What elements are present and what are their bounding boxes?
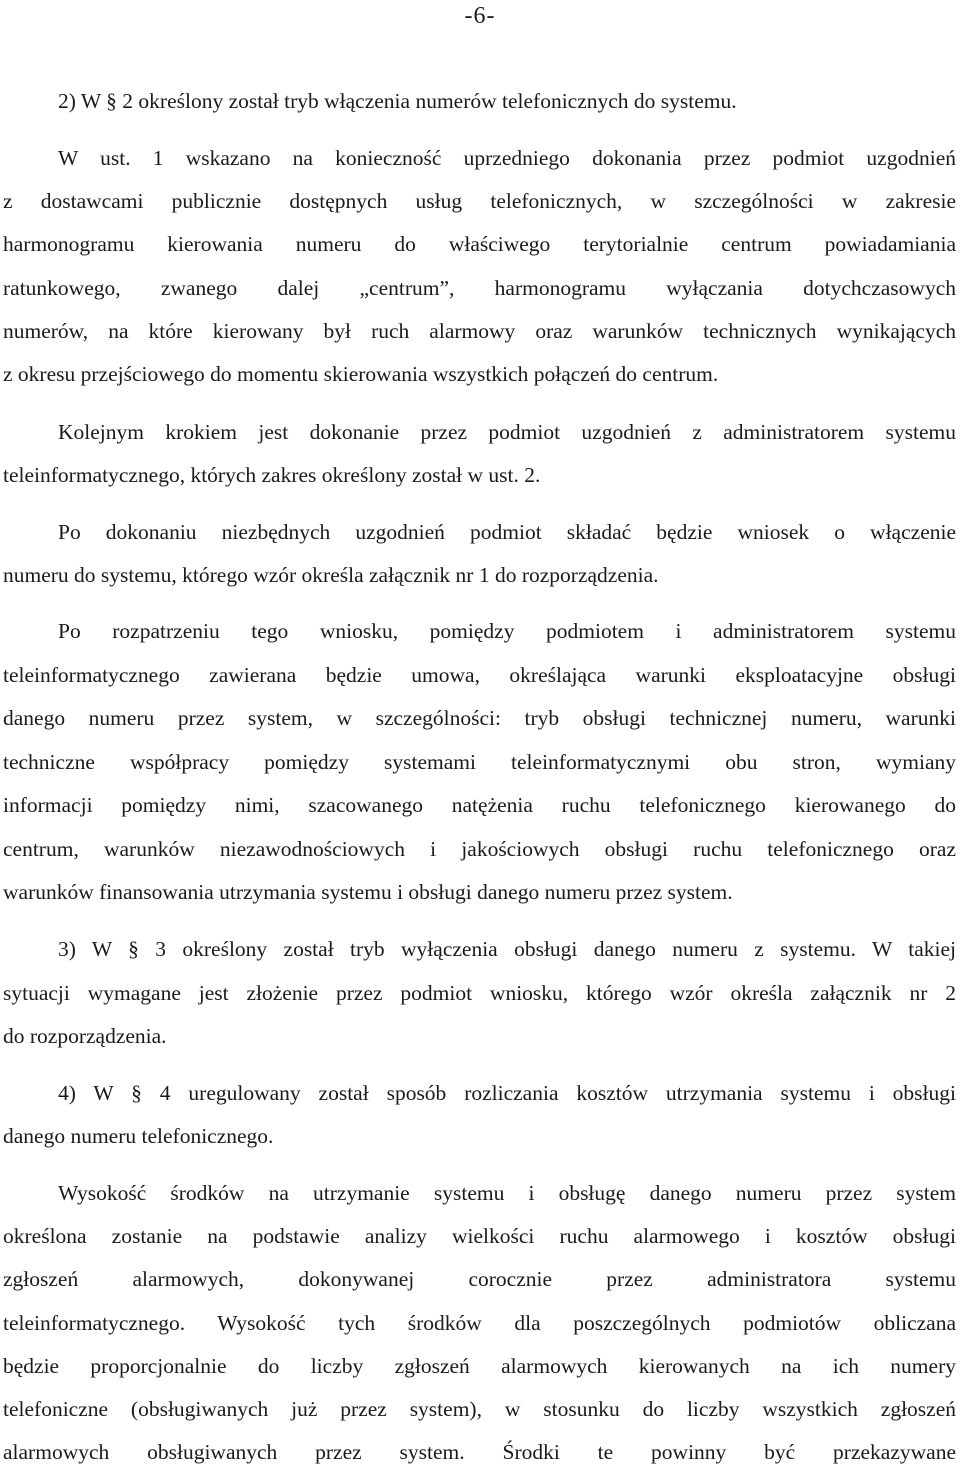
text-line: teleinformatycznego zawierana będzie umowa, określająca warunki eksploatacyjne obsługi — [3, 663, 956, 687]
text-line: warunków finansowania utrzymania systemu i obsługi danego numeru przez system. — [3, 880, 733, 904]
text-line: zgłoszeń alarmowych, dokonywanej corocznie przez administratora systemu — [3, 1267, 956, 1291]
text-line: 4) W § 4 uregulowany został sposób rozliczania kosztów utrzymania systemu i obsługi — [58, 1081, 956, 1105]
text-line: do rozporządzenia. — [3, 1024, 167, 1048]
text-line: harmonogramu kierowania numeru do właściwego terytorialnie centrum powiadamiania — [3, 232, 956, 256]
text-line: z dostawcami publicznie dostępnych usług telefonicznych, w szczególności w zakresie — [3, 189, 956, 213]
text-line: Po rozpatrzeniu tego wniosku, pomiędzy podmiotem i administratorem systemu — [58, 619, 956, 643]
text-line: sytuacji wymagane jest złożenie przez podmiot wniosku, którego wzór określa załącznik nr 2 — [3, 981, 956, 1005]
text-line: ratunkowego, zwanego dalej „centrum”, harmonogramu wyłączania dotychczasowych — [3, 276, 956, 300]
page-number: -6- — [464, 3, 496, 29]
text-line: alarmowych obsługiwanych przez system. Środki te powinny być przekazywane — [3, 1440, 956, 1464]
text-line: W ust. 1 wskazano na konieczność uprzedniego dokonania przez podmiot uzgodnień — [58, 146, 956, 170]
text-line: centrum, warunków niezawodnościowych i jakościowych obsługi ruchu telefonicznego oraz — [3, 837, 956, 861]
text-line: techniczne współpracy pomiędzy systemami teleinformatycznymi obu stron, wymiany — [3, 750, 956, 774]
text-line: numeru do systemu, którego wzór określa załącznik nr 1 do rozporządzenia. — [3, 563, 659, 587]
text-line: Wysokość środków na utrzymanie systemu i obsługę danego numeru przez system — [58, 1181, 956, 1205]
text-line: danego numeru przez system, w szczególności: tryb obsługi technicznej numeru, warunki — [3, 706, 956, 730]
text-line: z okresu przejściowego do momentu skierowania wszystkich połączeń do centrum. — [3, 362, 719, 386]
text-line: 2) W § 2 określony został tryb włączenia numerów telefonicznych do systemu. — [58, 89, 737, 113]
text-line: informacji pomiędzy nimi, szacowanego natężenia ruchu telefonicznego kierowanego do — [3, 793, 956, 817]
text-line: numerów, na które kierowany był ruch alarmowy oraz warunków technicznych wynikających — [3, 319, 956, 343]
text-line: telefoniczne (obsługiwanych już przez system), w stosunku do liczby wszystkich zgłoszeń — [3, 1397, 956, 1421]
text-line: określona zostanie na podstawie analizy wielkości ruchu alarmowego i kosztów obsługi — [3, 1224, 956, 1248]
text-line: teleinformatycznego. Wysokość tych środków dla poszczególnych podmiotów obliczana — [3, 1311, 956, 1335]
text-line: danego numeru telefonicznego. — [3, 1124, 274, 1148]
text-line: 3) W § 3 określony został tryb wyłączenia obsługi danego numeru z systemu. W takiej — [58, 937, 956, 961]
text-line: Kolejnym krokiem jest dokonanie przez podmiot uzgodnień z administratorem systemu — [58, 420, 956, 444]
text-line: będzie proporcjonalnie do liczby zgłoszeń alarmowych kierowanych na ich numery — [3, 1354, 956, 1378]
text-line: Po dokonaniu niezbędnych uzgodnień podmiot składać będzie wniosek o włączenie — [58, 520, 956, 544]
text-line: teleinformatycznego, których zakres określony został w ust. 2. — [3, 463, 541, 487]
